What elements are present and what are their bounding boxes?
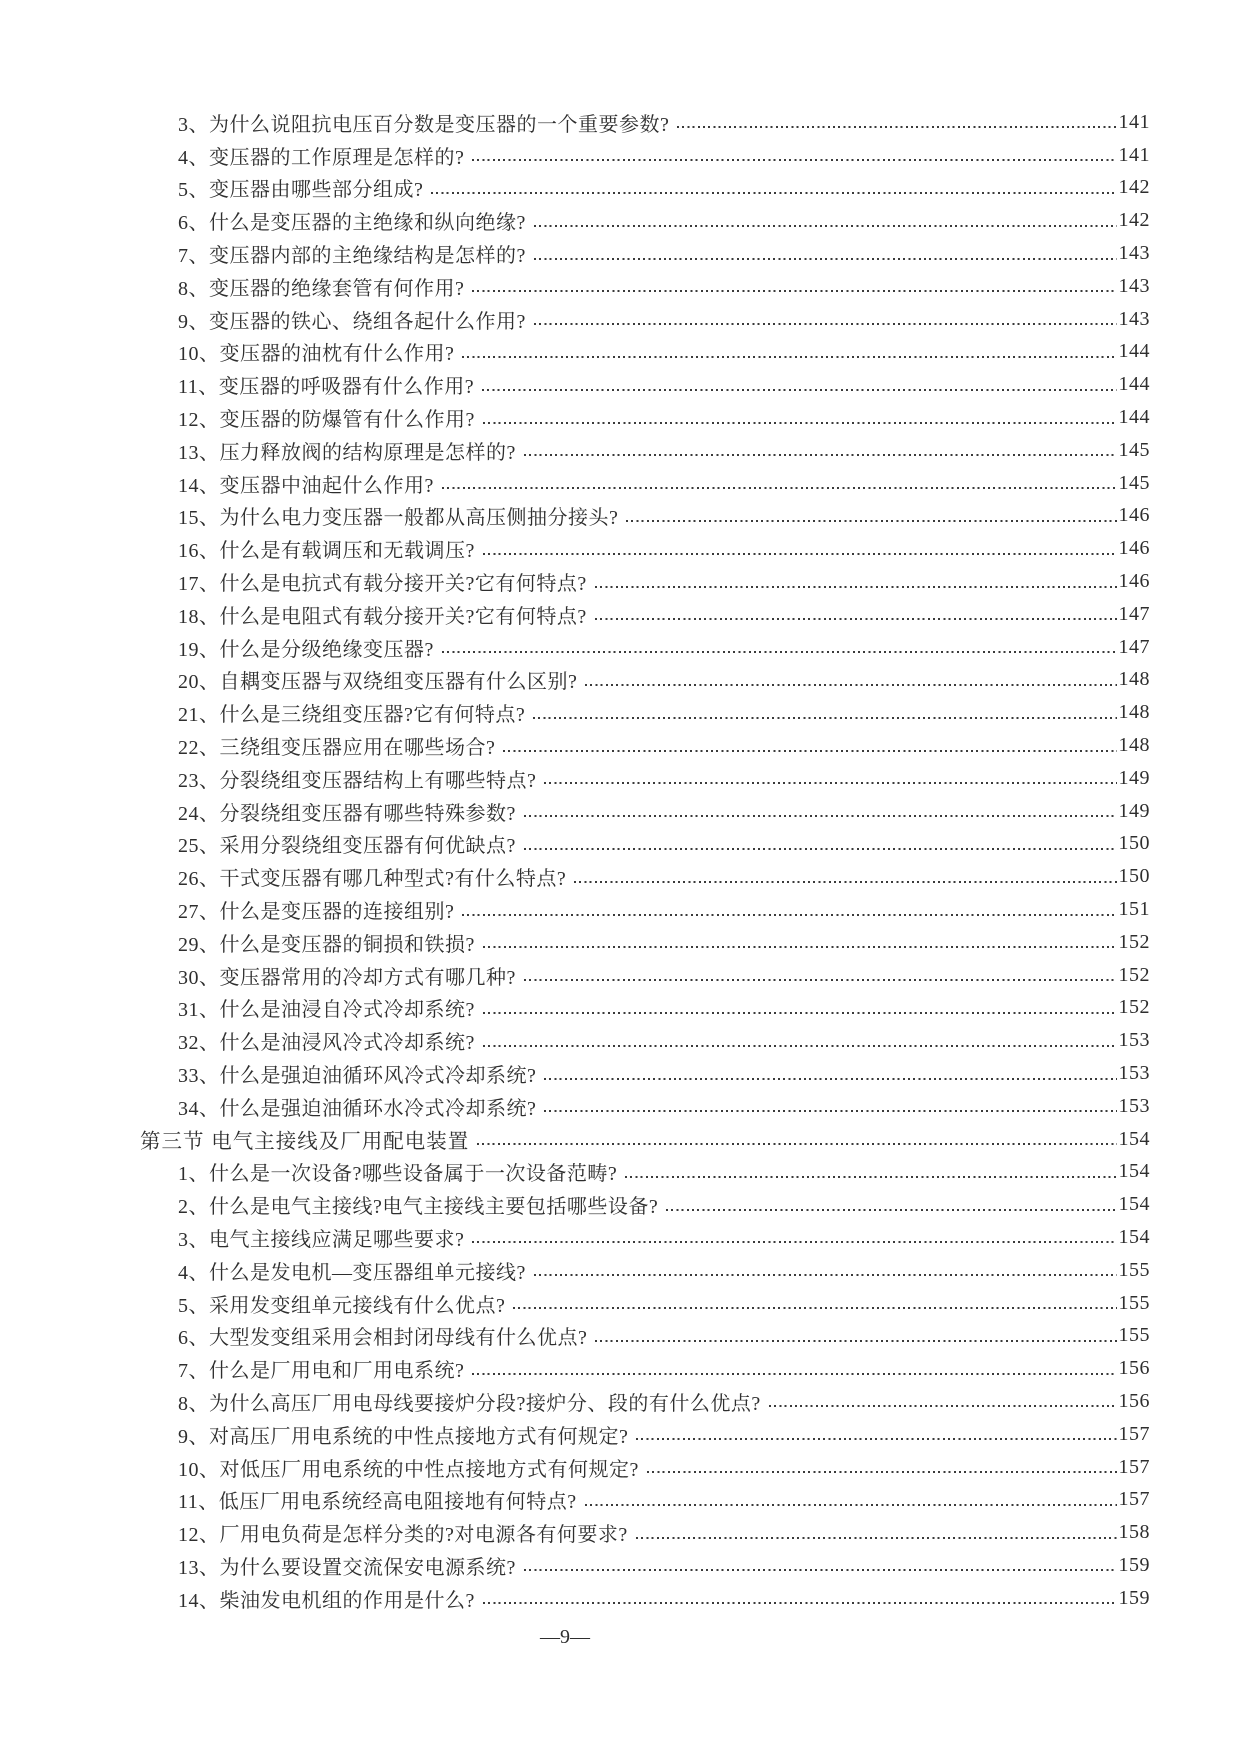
dot-leader xyxy=(585,684,1116,686)
dot-leader xyxy=(483,1012,1117,1014)
dot-leader xyxy=(483,553,1117,555)
toc-entry-row xyxy=(140,631,1150,664)
dot-leader xyxy=(595,586,1117,588)
dot-leader xyxy=(524,815,1117,817)
toc-entry-page: 144 xyxy=(1118,373,1150,396)
toc-entry-row xyxy=(140,893,1150,926)
dot-leader xyxy=(431,192,1116,194)
toc-entry-page: 153 xyxy=(1118,1062,1150,1084)
dot-leader xyxy=(442,651,1117,653)
toc-entry-row xyxy=(140,664,1150,697)
toc-entry-page: 141 xyxy=(1118,110,1150,133)
toc-entry-label: 33、什么是强迫油循环风冷式冷却系统? xyxy=(178,1065,537,1087)
toc-entry-label: 25、采用分裂绕组变压器有何优缺点? xyxy=(178,835,516,858)
toc-entry-page: 159 xyxy=(1118,1586,1150,1609)
toc-entry-page: 156 xyxy=(1118,1389,1150,1412)
toc-entry-page: 146 xyxy=(1118,537,1150,560)
toc-entry-label: 32、什么是油浸风冷式冷却系统? xyxy=(178,1032,475,1055)
toc-entry-label: 23、分裂绕组变压器结构上有哪些特点? xyxy=(178,769,537,792)
toc-entry-row xyxy=(140,434,1150,467)
toc-entry-page: 148 xyxy=(1118,668,1150,691)
toc-entry-row xyxy=(140,106,1150,139)
toc-entry-row xyxy=(140,401,1150,434)
dot-leader xyxy=(534,225,1117,227)
toc-entry-page: 154 xyxy=(1118,1193,1150,1216)
toc-entry-label: 10、变压器的油枕有什么作用? xyxy=(178,343,455,366)
toc-entry-label: 15、为什么电力变压器一般都从高压侧抽分接头? xyxy=(178,507,619,530)
section-heading-page: 154 xyxy=(1118,1127,1150,1150)
dot-leader xyxy=(647,1471,1117,1473)
toc-entry-row xyxy=(140,860,1150,893)
toc-entry-label: 19、什么是分级绝缘变压器? xyxy=(178,638,434,661)
toc-entry-row xyxy=(140,1549,1150,1582)
dot-leader xyxy=(483,1602,1117,1604)
toc xyxy=(140,0,1150,1615)
toc-entry-label: 21、什么是三绕组变压器?它有何特点? xyxy=(178,704,526,727)
toc-entry-row xyxy=(140,992,1150,1025)
toc-entry-label: 27、什么是变压器的连接组别? xyxy=(178,901,455,924)
dot-leader xyxy=(585,1504,1117,1506)
toc-entry-page: 154 xyxy=(1118,1160,1150,1183)
dot-leader xyxy=(477,1143,1116,1145)
toc-entry-label: 34、什么是强迫油循环水冷式冷却系统? xyxy=(178,1097,537,1120)
toc-entry-label: 5、变压器由哪些部分组成? xyxy=(178,179,424,202)
dot-leader xyxy=(503,750,1116,752)
toc-entry-page: 150 xyxy=(1118,832,1150,855)
toc-entry-row xyxy=(140,959,1150,992)
toc-entry-row xyxy=(140,532,1150,565)
dot-leader xyxy=(574,881,1116,883)
toc-entry-label: 12、变压器的防爆管有什么作用? xyxy=(178,409,475,432)
toc-entry-page: 153 xyxy=(1118,1029,1150,1052)
toc-entry-label: 6、大型发变组采用会相封闭母线有什么优点? xyxy=(178,1327,588,1350)
toc-entry-label: 9、对高压厂用电系统的中性点接地方式有何规定? xyxy=(178,1425,629,1448)
toc-entry-page: 143 xyxy=(1118,307,1150,330)
dot-leader xyxy=(524,848,1117,850)
dot-leader xyxy=(534,323,1117,325)
toc-entry-label: 24、分裂绕组变压器有哪些特殊参数? xyxy=(178,802,516,825)
toc-entry-label: 13、为什么要设置交流保安电源系统? xyxy=(178,1556,516,1579)
dot-leader xyxy=(472,1373,1116,1375)
toc-entry-page: 145 xyxy=(1118,471,1150,494)
toc-entry-page: 158 xyxy=(1118,1521,1150,1544)
dot-leader xyxy=(462,914,1116,916)
toc-entry-row xyxy=(140,598,1150,631)
toc-entry-page: 142 xyxy=(1118,176,1150,199)
dot-leader xyxy=(636,1537,1117,1539)
toc-entry-page: 153 xyxy=(1118,1094,1150,1117)
dot-leader xyxy=(636,1438,1116,1440)
toc-entry-row xyxy=(140,139,1150,172)
dot-leader xyxy=(483,422,1117,424)
toc-entry-page: 152 xyxy=(1118,930,1150,953)
toc-entry-page: 152 xyxy=(1118,963,1150,986)
dot-leader xyxy=(677,126,1116,128)
section-heading-label: 第三节 电气主接线及厂用配电装置 xyxy=(140,1130,470,1154)
toc-entry-page: 157 xyxy=(1118,1488,1150,1511)
toc-section-heading-row xyxy=(140,1123,1150,1156)
toc-entry-page: 148 xyxy=(1118,701,1150,724)
toc-entry-row xyxy=(140,1057,1150,1090)
toc-entry-label: 22、三绕组变压器应用在哪些场合? xyxy=(178,737,496,760)
toc-entry-row xyxy=(140,1385,1150,1418)
toc-entry-label: 30、变压器常用的冷却方式有哪几种? xyxy=(178,966,516,989)
toc-entry-row xyxy=(140,1156,1150,1189)
toc-entry-label: 3、电气主接线应满足哪些要求? xyxy=(178,1228,465,1251)
toc-entry-label: 5、采用发变组单元接线有什么优点? xyxy=(178,1294,506,1317)
toc-entry-page: 149 xyxy=(1118,766,1150,789)
toc-entry-row xyxy=(140,1254,1150,1287)
toc-entry-row xyxy=(140,467,1150,500)
toc-entry-page: 141 xyxy=(1118,143,1150,166)
toc-entry-page: 150 xyxy=(1118,865,1150,888)
toc-entry-label: 10、对低压厂用电系统的中性点接地方式有何规定? xyxy=(178,1458,639,1481)
page-footer xyxy=(0,1626,1130,1649)
dot-leader xyxy=(625,1176,1116,1178)
dot-leader xyxy=(483,946,1117,948)
toc-entry-row xyxy=(140,1090,1150,1123)
dot-leader xyxy=(769,1405,1117,1407)
toc-entry-label: 14、变压器中油起什么作用? xyxy=(178,474,434,497)
toc-entry-page: 146 xyxy=(1118,570,1150,593)
toc-entry-label: 1、什么是一次设备?哪些设备属于一次设备范畴? xyxy=(178,1163,618,1186)
dot-leader xyxy=(513,1307,1116,1309)
toc-entry-page: 151 xyxy=(1118,898,1150,921)
toc-entry-row xyxy=(140,1221,1150,1254)
dot-leader xyxy=(626,520,1116,522)
dot-leader xyxy=(524,454,1117,456)
toc-entry-label: 16、什么是有载调压和无载调压? xyxy=(178,540,475,563)
dot-leader xyxy=(472,1241,1116,1243)
toc-entry-row xyxy=(140,828,1150,861)
toc-entry-page: 157 xyxy=(1118,1455,1150,1478)
toc-entry-label: 9、变压器的铁心、绕组各起什么作用? xyxy=(178,310,526,333)
toc-entry-row xyxy=(140,1516,1150,1549)
toc-entry-row xyxy=(140,303,1150,336)
toc-entry-label: 4、变压器的工作原理是怎样的? xyxy=(178,146,465,169)
toc-entry-row xyxy=(140,270,1150,303)
toc-entry-label: 26、干式变压器有哪几种型式?有什么特点? xyxy=(178,868,567,891)
toc-entry-page: 159 xyxy=(1118,1553,1150,1576)
dot-leader xyxy=(533,717,1116,719)
toc-entry-page: 147 xyxy=(1118,635,1150,658)
toc-entry-row xyxy=(140,1024,1150,1057)
dot-leader xyxy=(524,979,1117,981)
toc-entry-row xyxy=(140,1352,1150,1385)
toc-entry-label: 11、低压厂用电系统经高电阻接地有何特点? xyxy=(178,1491,577,1514)
toc-entry-page: 149 xyxy=(1118,799,1150,822)
toc-entry-page: 143 xyxy=(1118,242,1150,265)
toc-entry-label: 8、变压器的绝缘套管有何作用? xyxy=(178,277,465,300)
toc-entry-label: 6、什么是变压器的主绝缘和纵向绝缘? xyxy=(178,212,526,235)
toc-entry-label: 31、什么是油浸自冷式冷却系统? xyxy=(178,999,475,1022)
toc-entry-row xyxy=(140,1287,1150,1320)
toc-entry-page: 155 xyxy=(1118,1258,1150,1281)
toc-entry-row xyxy=(140,172,1150,205)
toc-entry-label: 18、什么是电阻式有载分接开关?它有何特点? xyxy=(178,605,587,628)
dot-leader xyxy=(595,618,1117,620)
toc-entry-row xyxy=(140,565,1150,598)
toc-entry-label: 4、什么是发电机—变压器组单元接线? xyxy=(178,1261,526,1284)
toc-entry-page: 147 xyxy=(1118,602,1150,625)
toc-entry-page: 155 xyxy=(1118,1291,1150,1314)
dot-leader xyxy=(482,389,1116,391)
toc-entry-row xyxy=(140,1582,1150,1615)
toc-entry-page: 145 xyxy=(1118,438,1150,461)
toc-entry-page: 148 xyxy=(1118,734,1150,757)
toc-entry-row xyxy=(140,696,1150,729)
dot-leader xyxy=(462,356,1116,358)
toc-entry-page: 146 xyxy=(1118,504,1150,527)
toc-entry-row xyxy=(140,1418,1150,1451)
toc-entry-page: 157 xyxy=(1118,1422,1150,1445)
dot-leader xyxy=(544,782,1116,784)
toc-entry-row xyxy=(140,368,1150,401)
toc-entry-label: 12、厂用电负荷是怎样分类的?对电源各有何要求? xyxy=(178,1524,628,1547)
toc-entry-label: 11、变压器的呼吸器有什么作用? xyxy=(178,376,475,399)
dot-leader xyxy=(544,1078,1116,1080)
toc-entry-label: 3、为什么说阻抗电压百分数是变压器的一个重要参数? xyxy=(178,113,670,136)
toc-entry-row xyxy=(140,1319,1150,1352)
toc-entry-row xyxy=(140,926,1150,959)
toc-entry-page: 144 xyxy=(1118,340,1150,363)
dot-leader xyxy=(472,290,1116,292)
toc-entry-label: 17、什么是电抗式有载分接开关?它有何特点? xyxy=(178,573,587,596)
toc-entry-page: 152 xyxy=(1118,996,1150,1019)
toc-entry-row xyxy=(140,795,1150,828)
toc-entry-row xyxy=(140,762,1150,795)
toc-entry-label: 2、什么是电气主接线?电气主接线主要包括哪些设备? xyxy=(178,1196,659,1219)
toc-entry-label: 8、为什么高压厂用电母线要接炉分段?接炉分、段的有什么优点? xyxy=(178,1392,761,1415)
dot-leader xyxy=(595,1340,1116,1342)
dot-leader xyxy=(666,1209,1116,1211)
dot-leader xyxy=(534,1274,1117,1276)
toc-entry-row xyxy=(140,1188,1150,1221)
toc-entry-label: 14、柴油发电机组的作用是什么? xyxy=(178,1589,475,1612)
toc-entry-page: 156 xyxy=(1118,1357,1150,1380)
dot-leader xyxy=(442,487,1117,489)
toc-entry-label: 7、变压器内部的主绝缘结构是怎样的? xyxy=(178,245,526,268)
dot-leader xyxy=(472,159,1116,161)
toc-entry-page: 143 xyxy=(1118,274,1150,297)
toc-entry-row xyxy=(140,1451,1150,1484)
toc-entry-row xyxy=(140,500,1150,533)
toc-entry-row xyxy=(140,204,1150,237)
toc-entry-label: 7、什么是厂用电和厂用电系统? xyxy=(178,1360,465,1383)
toc-entry-row xyxy=(140,1483,1150,1516)
dot-leader xyxy=(544,1110,1116,1112)
toc-entry-page: 142 xyxy=(1118,209,1150,232)
toc-entry-page: 154 xyxy=(1118,1225,1150,1248)
toc-entry-label: 20、自耦变压器与双绕组变压器有什么区别? xyxy=(178,671,578,694)
dot-leader xyxy=(534,258,1117,260)
toc-entry-label: 29、什么是变压器的铜损和铁损? xyxy=(178,933,475,956)
toc-entry-row xyxy=(140,336,1150,369)
toc-entry-label: 13、压力释放阀的结构原理是怎样的? xyxy=(178,441,516,464)
dot-leader xyxy=(483,1045,1117,1047)
dot-leader xyxy=(524,1569,1117,1571)
toc-entry-row xyxy=(140,729,1150,762)
toc-entry-page: 155 xyxy=(1118,1324,1150,1347)
toc-entry-row xyxy=(140,237,1150,270)
toc-entry-page: 144 xyxy=(1118,406,1150,429)
page-number-label: —9— xyxy=(540,1625,590,1648)
